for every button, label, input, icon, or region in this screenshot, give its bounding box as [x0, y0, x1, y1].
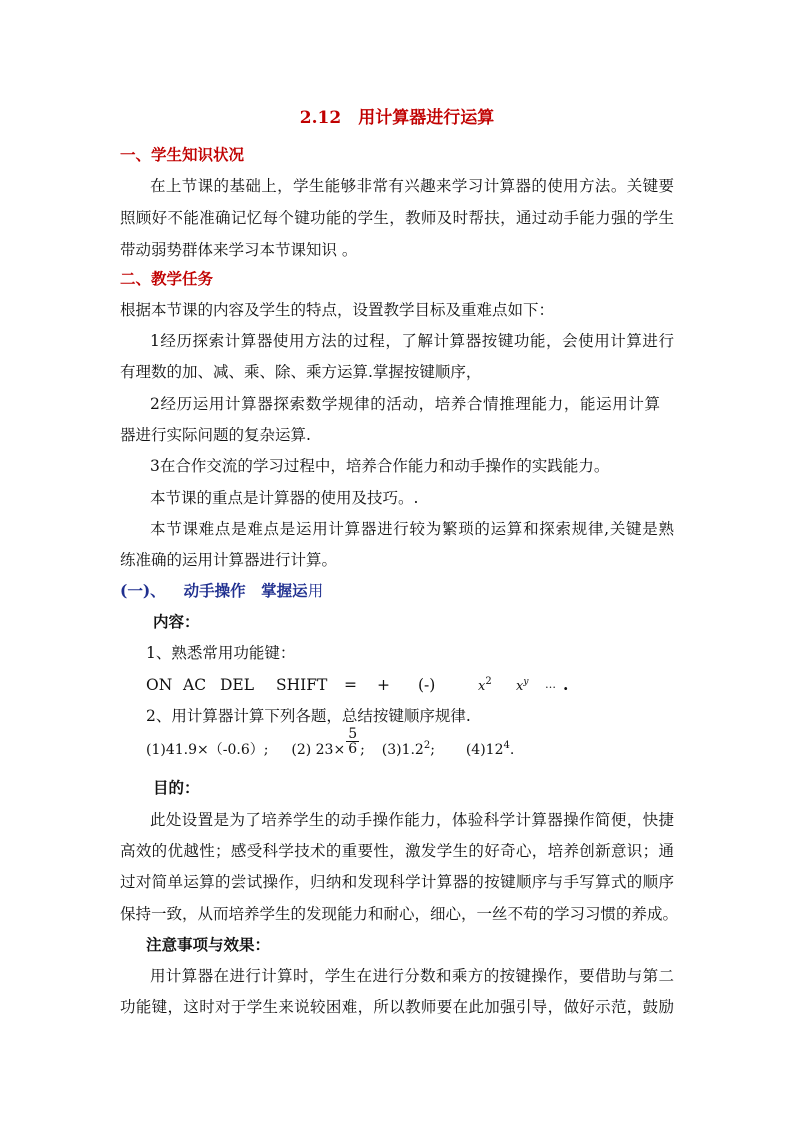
purpose-line: 过对简单运算的尝试操作，归纳和发现科学计算器的按键顺序与手写算式的顺序 — [120, 873, 674, 891]
key-equals: = — [344, 676, 357, 694]
goal-line: 1经历探索计算器使用方法的过程，了解计算器按键功能，会使用计算进行 — [150, 332, 674, 350]
part-title: 动手操作 掌握运 — [183, 581, 308, 600]
purpose-line: 高效的优越性；感受科学技术的重要性，激发学生的好奇心，培养创新意识；通 — [120, 842, 674, 860]
end-dot: . — [563, 675, 569, 694]
paragraph-line: 带动弱势群体来学习本节课知识 。 — [120, 241, 358, 259]
section-heading-student-status: 一、学生知识状况 — [120, 145, 245, 164]
goal-line: 2经历运用计算器探索数学规律的活动，培养合情推理能力，能运用计算 — [150, 395, 660, 413]
purpose-line: 此处设置是为了培养学生的动手操作能力，体验科学计算器操作简便，快捷 — [150, 811, 674, 829]
part-label: (一)、 — [120, 581, 166, 600]
part-title-rest: 用 — [307, 582, 324, 600]
difficulty-line: 本节课难点是难点是运用计算器进行较为繁琐的运算和探索规律,关键是熟 — [150, 520, 674, 538]
paragraph-line: 根据本节课的内容及学生的特点，设置教学目标及重难点如下： — [120, 301, 555, 319]
key-plus: + — [377, 676, 390, 694]
problem-4: $(4)12^4$. — [465, 740, 515, 758]
section-heading-teaching-tasks: 二、教学任务 — [120, 269, 214, 288]
goal-line: 3在合作交流的学习过程中，培养合作能力和动手操作的实践能力。 — [150, 457, 610, 475]
list-item: 2、用计算器计算下列各题，总结按键顺序规律. — [146, 707, 471, 725]
key-ac: AC — [183, 676, 207, 694]
notes-line: 用计算器在进行计算时，学生在进行分数和乘方的按键操作，要借助与第二 — [150, 967, 674, 985]
notes-label: 注意事项与效果： — [146, 935, 271, 954]
problem-3: $(3)1.2^2$; — [381, 740, 435, 758]
paragraph-line: 照顾好不能准确记忆每个键功能的学生，教师及时帮扶，通过动手能力强的学生 — [120, 209, 674, 227]
difficulty-line: 练准确的运用计算器进行计算。 — [120, 551, 338, 569]
function-keys-row — [0, 675, 794, 695]
problem-1: (1)41.9×（-0.6）; — [146, 742, 269, 758]
part-heading — [120, 581, 323, 601]
notes-line: 功能键，这时对于学生来说较困难，所以教师要在此加强引导，做好示范，鼓励 — [120, 998, 674, 1016]
problems-row — [146, 725, 515, 760]
list-item: 1、熟悉常用功能键： — [146, 644, 296, 662]
goal-line: 器进行实际问题的复杂运算. — [120, 426, 311, 444]
page-title: 2.12 用计算器进行运算 — [299, 108, 495, 128]
key-x-power-y: $x^y$ — [516, 677, 529, 694]
key-point-line: 本节课的重点是计算器的使用及技巧。. — [150, 489, 419, 507]
paragraph-line: 在上节课的基础上，学生能够非常有兴趣来学习计算器的使用方法。关键要 — [150, 177, 674, 195]
key-negative: (-) — [418, 676, 436, 694]
ellipsis: … — [545, 678, 556, 691]
key-x-squared: $x^2$ — [478, 676, 492, 694]
goal-line: 有理数的加、减、乘、除、乘方运算.掌握按键顺序， — [120, 363, 482, 381]
content-label: 内容： — [153, 612, 200, 631]
key-del: DEL — [220, 676, 255, 694]
purpose-line: 保持一致，从而培养学生的发现能力和耐心，细心，一丝不苟的学习习惯的养成。 — [120, 905, 679, 923]
key-on: ON — [146, 676, 173, 694]
key-shift: SHIFT — [276, 676, 328, 694]
purpose-label: 目的： — [153, 778, 200, 797]
problem-2: (2) 23× $\frac{5}{6}$ ; — [291, 725, 365, 758]
